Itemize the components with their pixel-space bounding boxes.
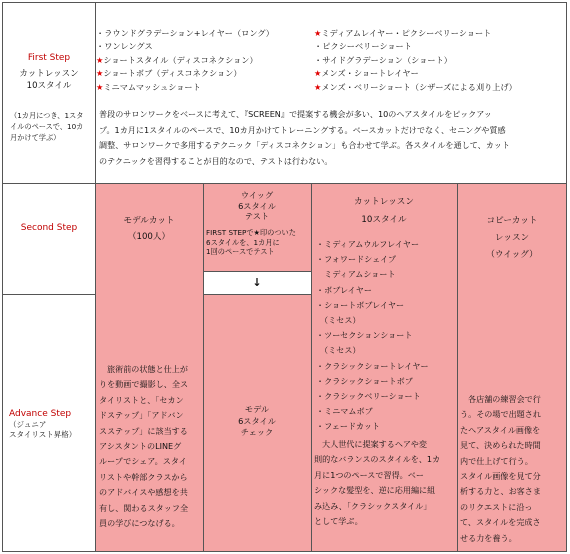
wig-test-header: ウイッグ 6スタイル テスト: [238, 190, 276, 221]
style-item: ・ボブレイヤー: [316, 284, 372, 295]
model-cut-header: モデルカット （100人）: [123, 216, 175, 242]
cut-lesson-styles: [316, 237, 429, 435]
model-cut-description: 旅術前の状態と仕上が りを動画で撮影し、全ス タイリストと、「セカン ドステップ」「アドバン スステップ」に該当する アシスタントのLINEグ ループでシェア。スタイ リストや幹部クラスから のアドバイスや感想を共 有し、関わるスタッフ全 員の学びにつなげる。: [99, 364, 189, 529]
style-item: （ミセス）: [316, 315, 361, 326]
style-item: ★メンズ・ベリーショート（シザーズによる刈り上げ）: [314, 81, 517, 92]
style-item: ・フェードカット: [316, 421, 381, 432]
copy-cut-description: 各店舗の練習会で行 う。その場で出題され たヘアスタイル画像を 見て、決められた時間 内で仕上げて行う。 スタイル画像を見て分 析する力と、お客さま のリクエストに沿っ て、スタイルを完成さ せる力を養う。: [460, 394, 541, 543]
first-step-note: （1カ月につき、1スタ イルのペースで、10カ 月かけて学ぶ）: [10, 111, 84, 142]
style-item: ・ピクシーベリーショート: [314, 41, 412, 52]
star-mark: ★: [314, 81, 322, 92]
first-step-subtitle-2: 10スタイル: [26, 81, 72, 91]
wig-test-note: FIRST STEPで★印のついた 6スタイルを、1カ月に 1回のペースでテスト: [206, 228, 296, 256]
style-item: ・フォワードシェイプ: [316, 254, 397, 265]
style-item: ・クラシックショートボブ: [316, 375, 413, 386]
style-item: ミディアムショート: [316, 269, 396, 280]
star-mark: ★: [314, 28, 322, 38]
first-step-styles-left: [96, 27, 274, 94]
star-mark: ★: [96, 68, 104, 79]
style-item: ・ショートボブレイヤー: [316, 299, 405, 310]
first-step-description: 普段のサロンワークをベースに考えて、『SCREEN』で提案する機会が多い、10のヘアスタイルをピックアッ プ。1カ月に1スタイルのペースで、10カ月かけてトレーニングする。ベースカットだけでなく、セニングや質感 調整、サロンワークで多用するテクニック「ディスコネクション」も合わせて学ぶ。各スタイルを通して、カット のテクニックを習得することが目的なので、テストは行わない。: [99, 109, 510, 166]
star-mark: ★: [314, 68, 322, 79]
first-step-styles-right: [314, 27, 517, 94]
style-item: ・クラシックベリーショート: [316, 391, 421, 402]
style-item: ★ショートスタイル（ディスコネクション）: [96, 54, 258, 65]
first-step-label: [3, 52, 95, 100]
style-item: ・ワンレングス: [96, 41, 153, 52]
arrow-down-icon: ↓: [252, 276, 262, 289]
second-step-title: Second Step: [20, 223, 78, 233]
style-item: ・クラシックショートレイヤー: [316, 360, 429, 371]
cut-lesson-header: カットレッスン 10スタイル: [354, 197, 414, 225]
star-mark: ★: [96, 54, 104, 65]
style-item: ・ラウンドグラデーション+レイヤー（ロング）: [96, 28, 274, 38]
style-item: （ミセス）: [316, 345, 361, 356]
model-check-header: モデル 6スタイル チェック: [238, 404, 276, 437]
first-step-title: First Step: [27, 53, 71, 63]
cut-lesson-description: 大人世代に提案するヘアや変 則的なバランスのスタイルを、1カ 月に1つのペースで習得。ベー シックな髪型を、逆に応用編に組 み込み、「クラシックスタイル」 として学ぶ。: [314, 439, 441, 527]
style-item: ★ミディアムレイヤー・ピクシーベリーショート: [314, 28, 492, 38]
style-item: ・ツーセクションショート: [316, 330, 413, 341]
star-mark: ★: [96, 81, 104, 92]
style-item: ★ショートボブ（ディスコネクション）: [96, 68, 242, 79]
style-item: ・ミディアムウルフレイヤー: [316, 239, 420, 249]
style-item: ★メンズ・ショートレイヤー: [314, 68, 419, 79]
style-item: ・サイドグラデーション（ショート）: [314, 54, 452, 65]
style-item: ・ミニマムボブ: [316, 406, 373, 417]
advance-step-title: Advance Step: [9, 409, 72, 419]
style-item: ★ミニマムマッシュショート: [96, 81, 201, 92]
copy-cut-header: コピーカット レッスン （ウイッグ）: [486, 216, 538, 260]
advance-step-label: Advance Step （ジュニア スタイリスト昇格）: [3, 408, 95, 440]
first-step-subtitle-1: カットレッスン: [19, 69, 79, 79]
